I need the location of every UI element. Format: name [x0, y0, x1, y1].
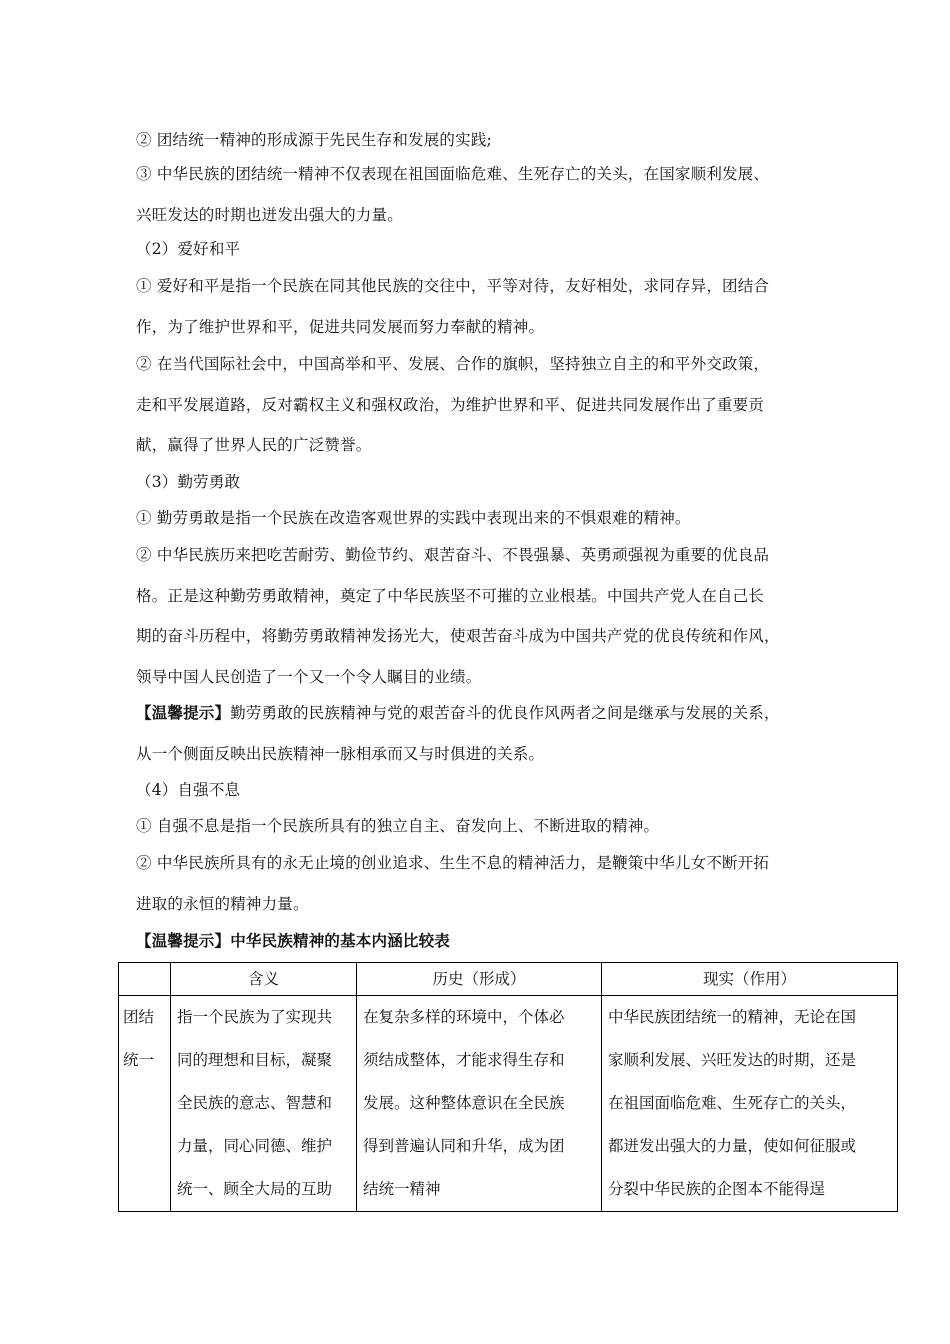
cell-line: 统一、顾全大局的互助 — [177, 1180, 333, 1198]
cell-line: 全民族的意志、智慧和 — [177, 1094, 333, 1112]
paragraph-line: ② 团结统一精神的形成源于先民生存和发展的实践; — [136, 131, 492, 149]
history-cell — [357, 996, 602, 1212]
cell-line: 结统一精神 — [363, 1180, 441, 1198]
cell-line: 都迸发出强大的力量，使如何征服或 — [608, 1137, 857, 1155]
paragraph-line: 作，为了维护世界和平，促进共同发展而努力奉献的精神。 — [136, 318, 545, 336]
tip-label: 【温馨提示】 — [136, 703, 231, 722]
header-cell-reality: 现实（作用） — [602, 963, 898, 996]
cell-line: 在复杂多样的环境中，个体必 — [363, 1008, 565, 1026]
tip-label: 【温馨提示】 — [136, 931, 231, 950]
header-cell-history: 历史（形成） — [357, 963, 602, 996]
cell-line: 分裂中华民族的企图本不能得逞 — [608, 1180, 826, 1198]
paragraph-line: ② 中华民族历来把吃苦耐劳、勤俭节约、艰苦奋斗、不畏强暴、英勇顽强视为重要的优良品 — [136, 546, 770, 564]
tip-paragraph-1 — [136, 702, 780, 724]
table-caption: 中华民族精神的基本内涵比较表 — [230, 931, 451, 950]
tip-paragraph-1-cont: 从一个侧面反映出民族精神一脉相承而又与时俱进的关系。 — [136, 745, 545, 763]
paragraph-line: 进取的永恒的精神力量。 — [136, 895, 309, 913]
cell-line: 家顺利发展、兴旺发达的时期，还是 — [608, 1051, 857, 1069]
paragraph-line: （3）勤劳勇敢 — [136, 473, 241, 491]
cell-line: 指一个民族为了实现共 — [177, 1008, 333, 1026]
paragraph-line: 领导中国人民创造了一个又一个令人瞩目的业绩。 — [136, 668, 482, 686]
paragraph-line: 兴旺发达的时期也迸发出强大的力量。 — [136, 206, 403, 224]
paragraph-line: （2）爱好和平 — [136, 240, 241, 258]
header-cell-empty — [119, 963, 171, 996]
cell-line: 在祖国面临危难、生死存亡的关头， — [608, 1094, 857, 1112]
paragraph-line: ① 勤劳勇敢是指一个民族在改造客观世界的实践中表现出来的不惧艰难的精神。 — [136, 509, 691, 527]
cell-line: 得到普遍认同和升华，成为团 — [363, 1137, 565, 1155]
paragraph-line: ② 中华民族所具有的永无止境的创业追求、生生不息的精神活力，是鞭策中华儿女不断开拓 — [136, 854, 770, 872]
cell-line: 同的理想和目标，凝聚 — [177, 1051, 333, 1069]
row-label-line: 团结 — [123, 1008, 155, 1026]
paragraph-line: ① 爱好和平是指一个民族在同其他民族的交往中，平等对待，友好相处，求同存异，团结合 — [136, 277, 770, 295]
meaning-cell — [171, 996, 357, 1212]
paragraph-line: 期的奋斗历程中，将勤劳勇敢精神发扬光大，使艰苦奋斗成为中国共产党的优良传统和作风， — [136, 627, 780, 645]
row-label-line: 统一 — [123, 1051, 155, 1069]
paragraph-line: ① 自强不息是指一个民族所具有的独立自主、奋发向上、不断进取的精神。 — [136, 817, 660, 835]
header-cell-meaning: 含义 — [171, 963, 357, 996]
table-header-row — [119, 963, 898, 996]
paragraph-line: ② 在当代国际社会中，中国高举和平、发展、合作的旗帜，坚持独立自主的和平外交政策， — [136, 355, 770, 373]
paragraph-line: 格。正是这种勤劳勇敢精神，奠定了中华民族坚不可摧的立业根基。中国共产党人在自己长 — [136, 587, 765, 605]
table-row — [119, 996, 898, 1212]
tip-text: 勤劳勇敢的民族精神与党的艰苦奋斗的优良作风两者之间是继承与发展的关系， — [230, 704, 780, 722]
cell-line: 中华民族团结统一的精神，无论在国 — [608, 1008, 857, 1026]
reality-cell — [602, 996, 898, 1212]
row-label-cell — [119, 996, 171, 1212]
paragraph-line: 走和平发展道路，反对霸权主义和强权政治，为维护世界和平、促进共同发展作出了重要贡 — [136, 396, 765, 414]
paragraph-line: （4）自强不息 — [136, 781, 241, 799]
paragraph-line: ③ 中华民族的团结统一精神不仅表现在祖国面临危难、生死存亡的关头，在国家顺利发展、 — [136, 165, 770, 183]
paragraph-line: 献，赢得了世界人民的广泛赞誉。 — [136, 436, 372, 454]
cell-line: 须结成整体，才能求得生存和 — [363, 1051, 565, 1069]
tip-paragraph-2 — [136, 930, 450, 952]
comparison-table — [118, 962, 898, 1212]
cell-line: 力量，同心同德、维护 — [177, 1137, 333, 1155]
cell-line: 发展。这种整体意识在全民族 — [363, 1094, 565, 1112]
